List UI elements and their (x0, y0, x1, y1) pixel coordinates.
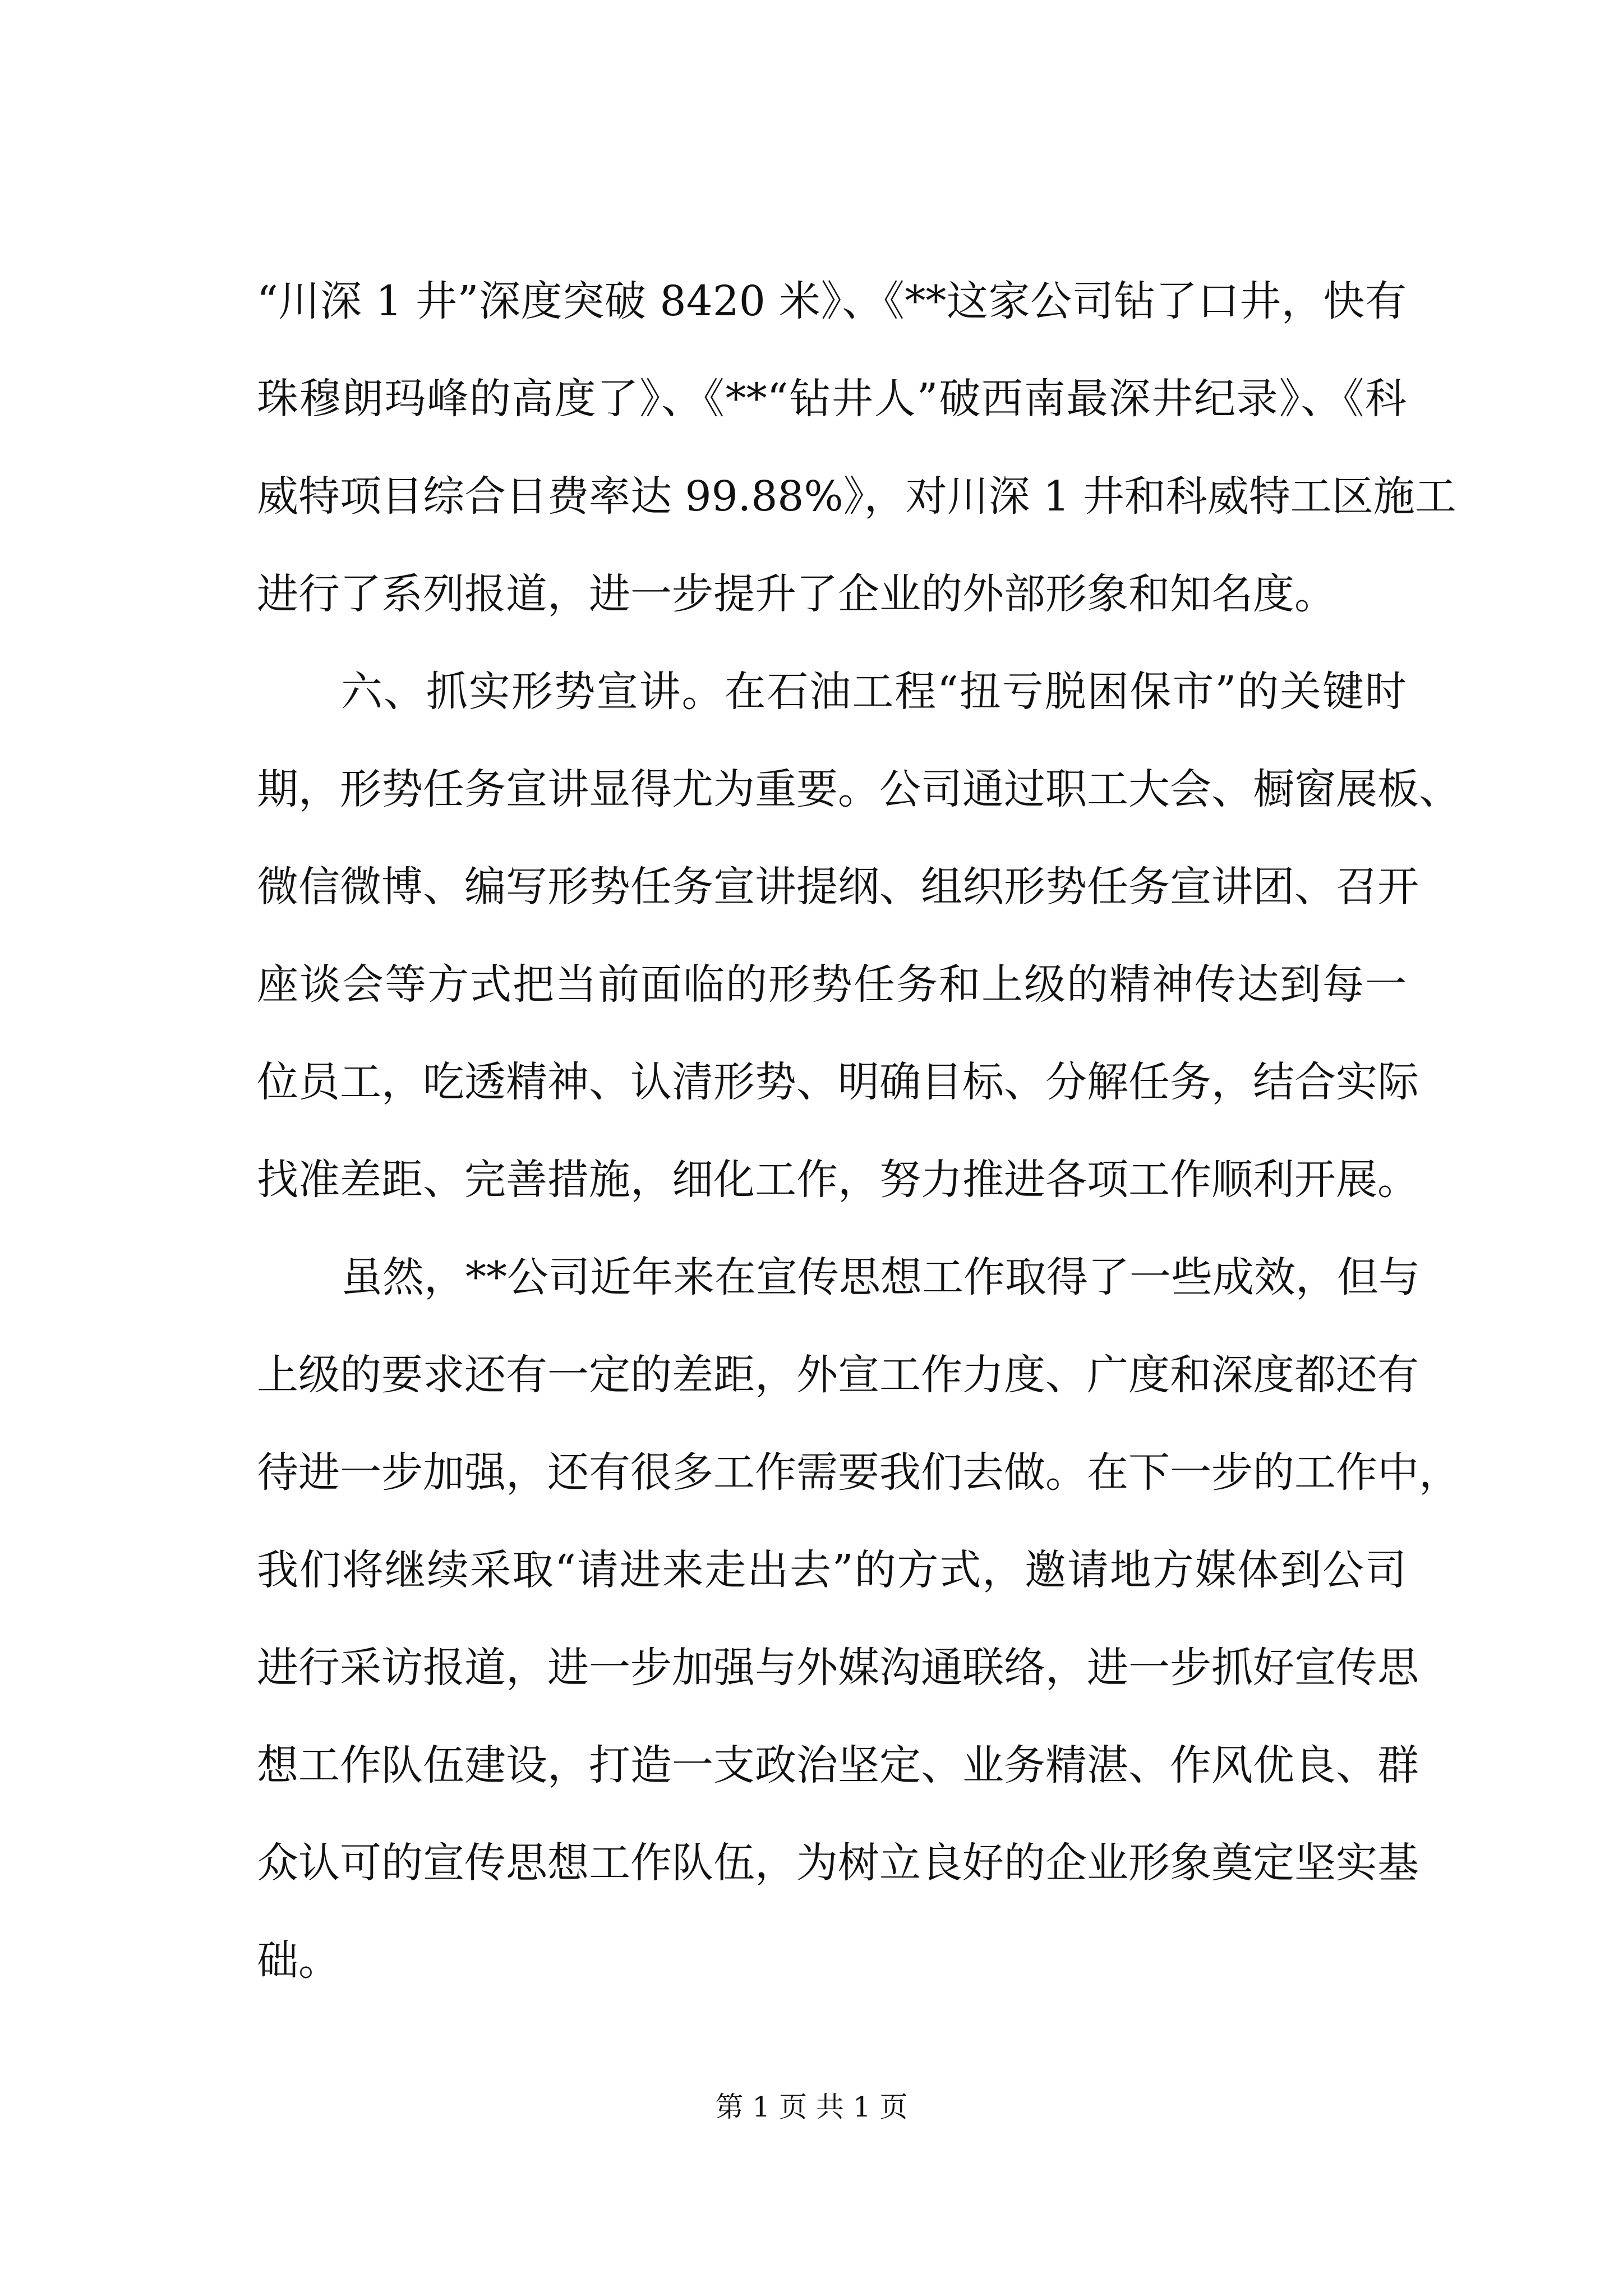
text-line: 座谈会等方式把当前面临的形势任务和上级的精神传达到每一 (257, 960, 1407, 1009)
text-line: 六、抓实形势宣讲。在石油工程“扭亏脱困保市”的关键时 (341, 668, 1407, 716)
text-line: 众认可的宣传思想工作队伍，为树立良好的企业形象奠定坚实基 (257, 1839, 1419, 1887)
text-line: 期，形势任务宣讲显得尤为重要。公司通过职工大会、橱窗展板、 (257, 765, 1460, 813)
text-line: 虽然，**公司近年来在宣传思想工作取得了一些成效，但与 (341, 1253, 1420, 1301)
text-line: 找准差距、完善措施，细化工作，努力推进各项工作顺利开展。 (257, 1156, 1419, 1204)
text-line: 珠穆朗玛峰的高度了》、《**“钻井人”破西南最深井纪录》、《科 (257, 375, 1407, 423)
text-line: 威特项目综合日费率达 99.88%》，对川深 1 井和科威特工区施工 (257, 472, 1456, 521)
text-line: 上级的要求还有一定的差距，外宣工作力度、广度和深度都还有 (257, 1351, 1419, 1399)
text-line: 进行了系列报道，进一步提升了企业的外部形象和知名度。 (257, 570, 1336, 618)
text-line: 微信微博、编写形势任务宣讲提纲、组织形势任务宣讲团、召开 (257, 863, 1419, 911)
page-number: 第 1 页 共 1 页 (715, 2091, 908, 2123)
text-line: “川深 1 井”深度突破 8420 米》、《**这家公司钻了口井，快有 (257, 277, 1407, 325)
text-line: 想工作队伍建设，打造一支政治坚定、业务精湛、作风优良、群 (257, 1741, 1419, 1789)
document-body (257, 277, 1460, 2037)
text-line: 待进一步加强，还有很多工作需要我们去做。在下一步的工作中， (257, 1448, 1460, 1497)
text-line: 我们将继续采取“请进来走出去”的方式，邀请地方媒体到公司 (257, 1546, 1407, 1594)
text-line: 进行采访报道，进一步加强与外媒沟通联络，进一步抓好宣传思 (257, 1644, 1419, 1692)
text-line: 位员工，吃透精神、认清形势、明确目标、分解任务，结合实际 (257, 1058, 1419, 1106)
text-line: 础。 (257, 1936, 340, 1985)
